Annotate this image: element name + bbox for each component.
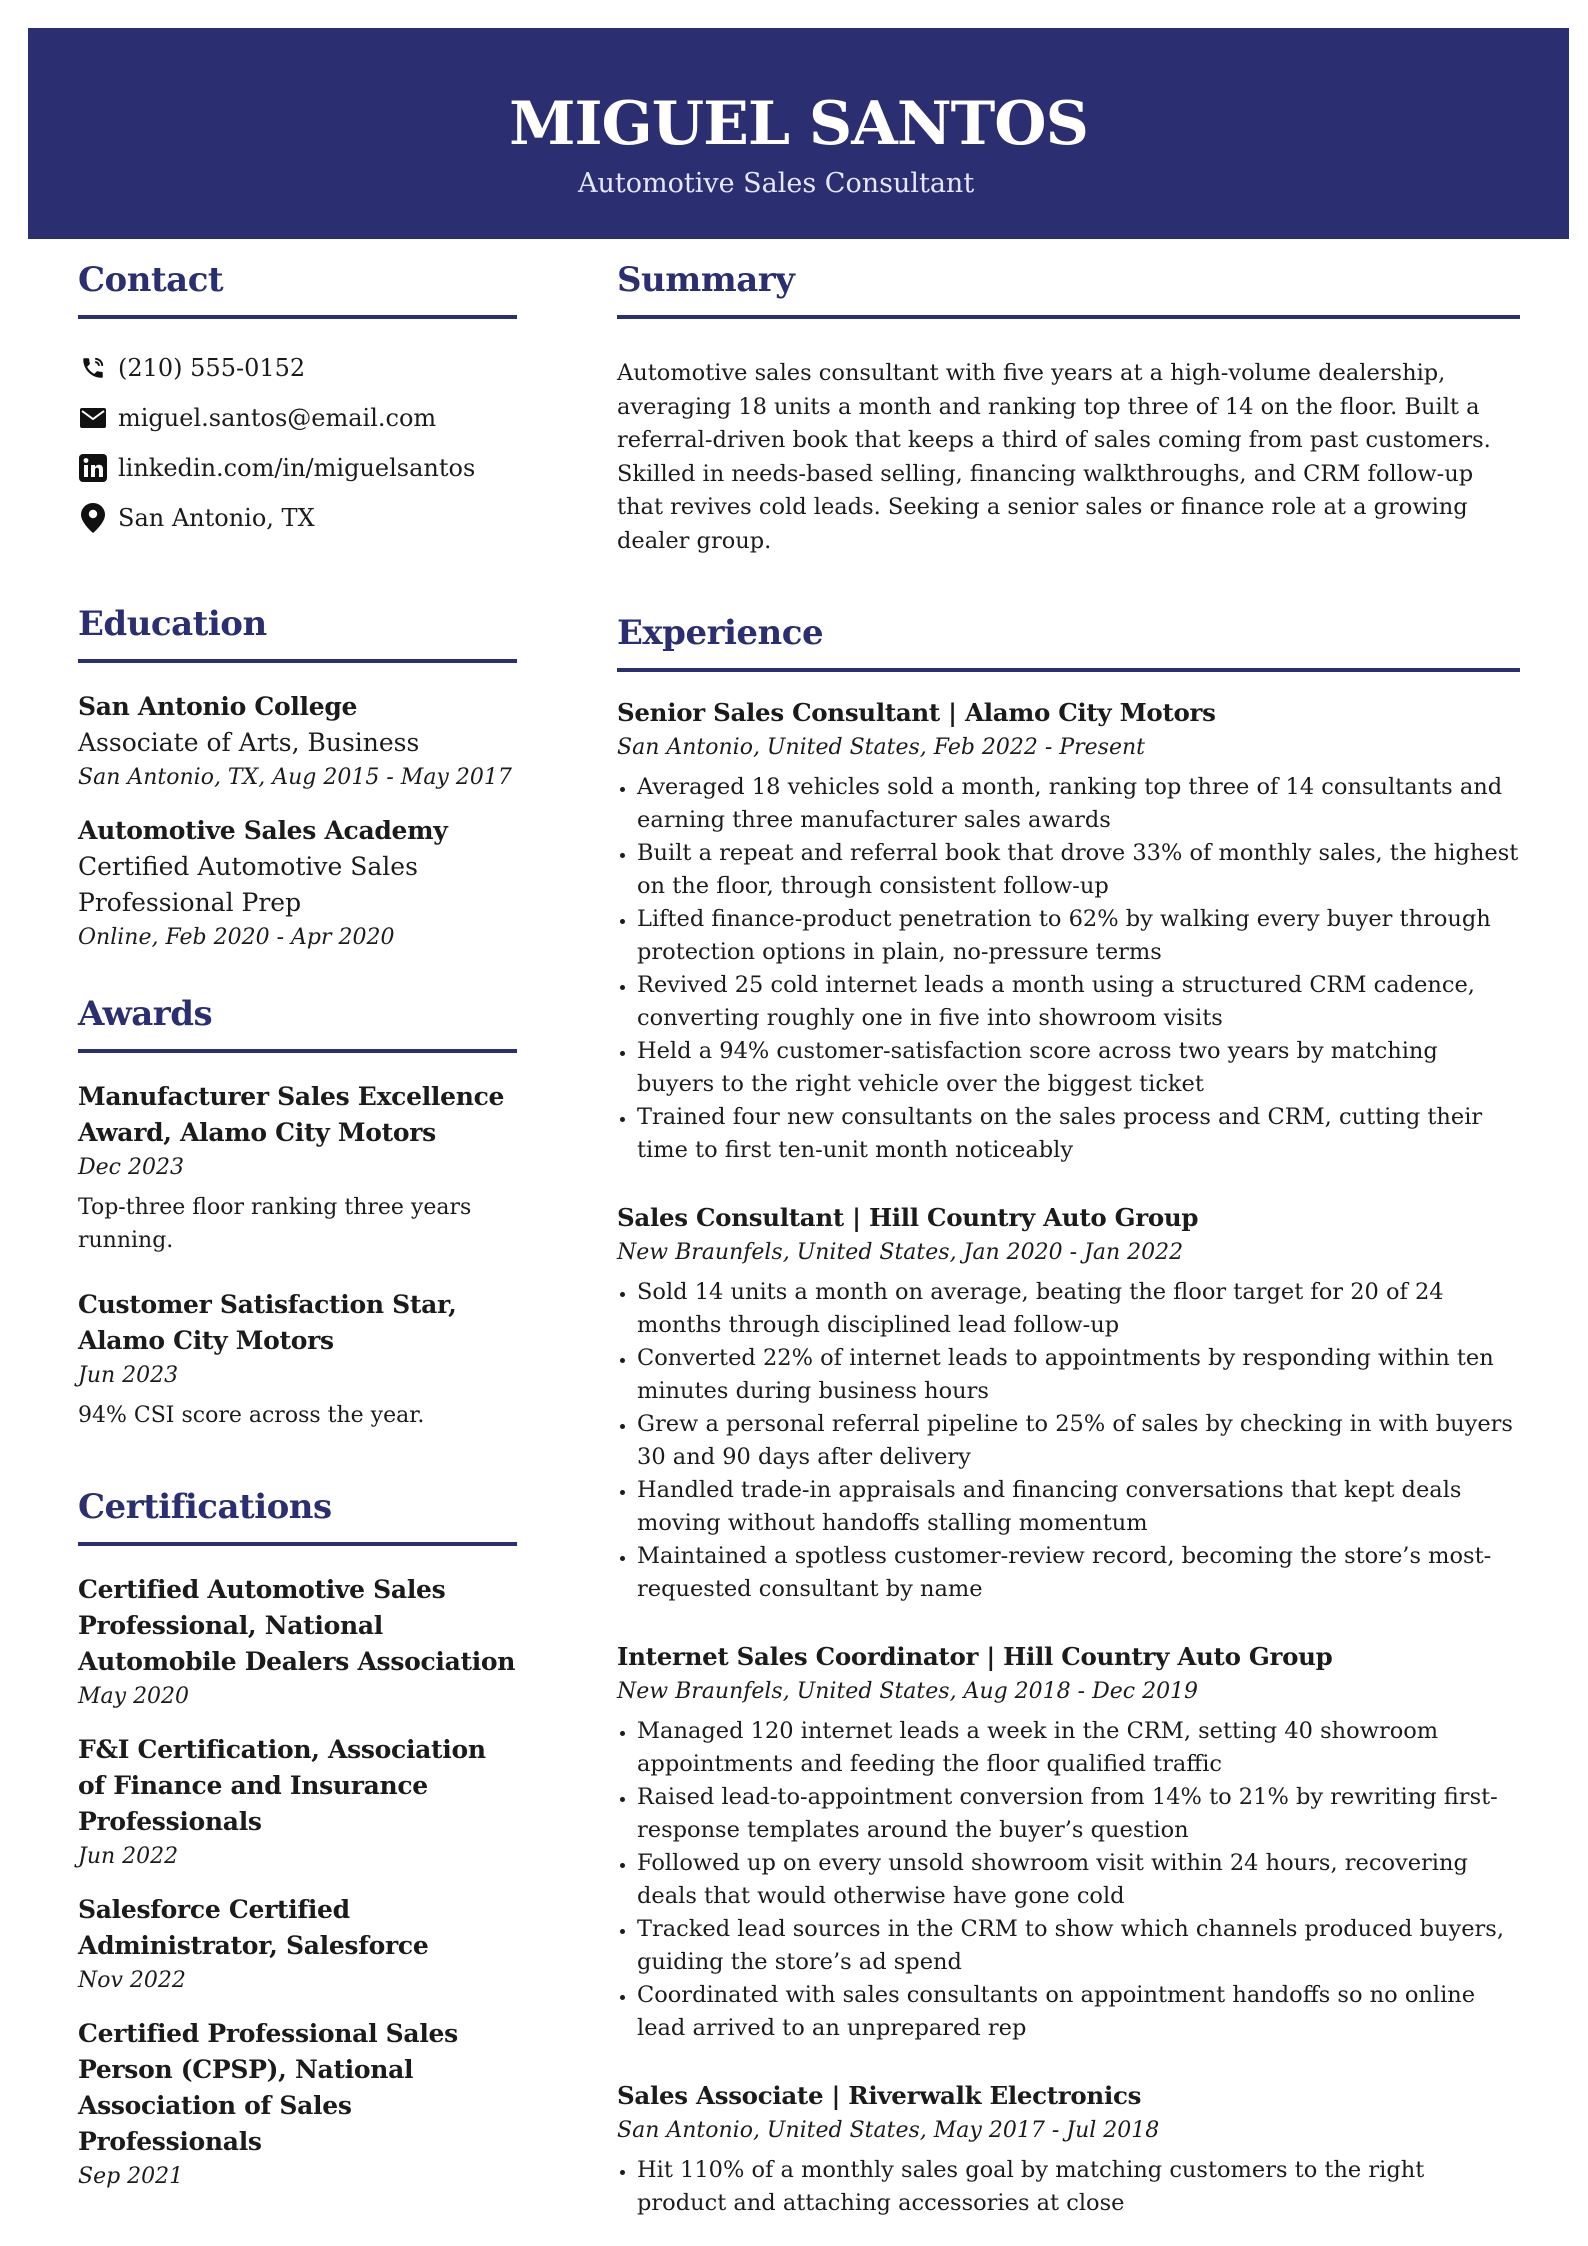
education-entry [78,813,517,955]
certifications-heading: Certifications [78,1487,332,1527]
list-item: • Hit 110% of a monthly sales goal by matching customers to the right product and attaching accessories at close [637,2154,1520,2220]
contact-section [78,260,517,543]
resume-header [28,28,1569,239]
map-pin-icon [78,503,108,533]
certification-entry [78,1892,517,1998]
list-item: • Revived 25 cold internet leads a month using a structured CRM cadence, converting roughly one in five into showroom visits [637,969,1520,1035]
list-item: • Lifted finance-product penetration to 62% by walking every buyer through protection options in plain, no-pressure terms [637,903,1520,969]
contact-email [78,393,517,443]
certification-date: Nov 2022 [78,1968,186,1993]
contact-location [78,493,517,543]
list-item: • Handled trade-in appraisals and financing conversations that kept deals moving without handoffs stalling momentum [637,1474,1520,1540]
experience-section [617,613,1520,2220]
certification-entry [78,2016,517,2194]
job-bullets [617,1276,1520,1606]
contact-heading: Contact [78,260,224,300]
linkedin-icon [78,453,108,483]
education-meta: Online, Feb 2020 - Apr 2020 [78,925,395,950]
certification-date: May 2020 [78,1684,190,1709]
summary-section [617,260,1520,558]
awards-heading: Awards [78,994,213,1034]
job-title-company: Sales Associate | Riverwalk Electronics [617,2081,1142,2110]
section-divider [78,1049,517,1053]
location-text: San Antonio, TX [118,504,315,532]
certifications-section [78,1487,517,2194]
section-divider [78,659,517,663]
right-column [617,260,1520,2220]
list-item: • Averaged 18 vehicles sold a month, ranking top three of 14 consultants and earning three manufacturer sales awards [637,771,1520,837]
award-entry [78,1079,517,1257]
list-item: • Converted 22% of internet leads to appointments by responding within ten minutes during business hours [637,1342,1520,1408]
linkedin-text: linkedin.com/in/miguelsantos [118,454,476,482]
awards-section [78,994,517,1432]
certification-entry [78,1732,517,1874]
certification-title: Certified Automotive Sales Professional, National Automobile Dealers Association [78,1575,516,1676]
certification-title: Certified Professional Sales Person (CPSP), National Association of Sales Professionals [78,2019,458,2156]
education-entry [78,689,517,795]
list-item: • Sold 14 units a month on average, beating the floor target for 20 of 24 months through disciplined lead follow-up [637,1276,1520,1342]
contact-linkedin [78,443,517,493]
job-meta: New Braunfels, United States, Jan 2020 - Jan 2022 [617,1240,1184,1265]
list-item: • Maintained a spotless customer-review record, becoming the store’s most-requested consultant by name [637,1540,1520,1606]
award-title: Manufacturer Sales Excellence Award, Alamo City Motors [78,1082,505,1147]
summary-heading: Summary [617,260,795,300]
job-bullets [617,2154,1520,2220]
list-item: • Coordinated with sales consultants on appointment handoffs so no online lead arrived to an unprepared rep [637,1979,1520,2045]
job-meta: San Antonio, United States, Feb 2022 - Present [617,735,1145,760]
section-divider [617,668,1520,672]
candidate-name: MIGUEL SANTOS [509,89,1088,159]
phone-text: (210) 555-0152 [118,354,306,382]
certification-date: Jun 2022 [78,1844,179,1869]
summary-text: Automotive sales consultant with five years at a high-volume dealership, averaging 18 units a month and ranking top three of 14 on the floor. Built a referral-driven book that keeps a third of sales coming from past customers. Skilled in needs-based selling, financing walkthroughs, and CRM follow-up that revives cold leads. Seeking a senior sales or finance role at a growing dealer group. [617,360,1491,554]
award-description: 94% CSI score across the year. [78,1403,425,1428]
degree: Certified Automotive Sales Professional Prep [78,852,418,917]
school-name: Automotive Sales Academy [78,816,448,845]
list-item: • Raised lead-to-appointment conversion from 14% to 21% by rewriting first-response templates around the buyer’s question [637,1781,1520,1847]
section-divider [78,315,517,319]
job-bullets [617,771,1520,1167]
list-item: • Followed up on every unsold showroom visit within 24 hours, recovering deals that would otherwise have gone cold [637,1847,1520,1913]
list-item: • Tracked lead sources in the CRM to show which channels produced buyers, guiding the store’s ad spend [637,1913,1520,1979]
award-description: Top-three floor ranking three years running. [78,1195,472,1253]
job-entry [617,696,1520,1167]
list-item: • Built a repeat and referral book that drove 33% of monthly sales, the highest on the floor, through consistent follow-up [637,837,1520,903]
experience-heading: Experience [617,613,824,653]
job-title-company: Internet Sales Coordinator | Hill Country Auto Group [617,1642,1333,1671]
award-title: Customer Satisfaction Star, Alamo City Motors [78,1290,457,1355]
education-meta: San Antonio, TX, Aug 2015 - May 2017 [78,765,512,790]
candidate-title: Automotive Sales Consultant [578,168,975,199]
degree: Associate of Arts, Business [78,728,420,757]
section-divider [78,1542,517,1546]
certification-title: Salesforce Certified Administrator, Salesforce [78,1895,429,1960]
phone-icon [78,353,108,383]
job-bullets [617,1715,1520,2045]
job-meta: New Braunfels, United States, Aug 2018 - Dec 2019 [617,1679,1199,1704]
certification-title: F&I Certification, Association of Finance and Insurance Professionals [78,1735,486,1836]
education-section [78,604,517,955]
job-title-company: Sales Consultant | Hill Country Auto Group [617,1203,1199,1232]
job-title-company: Senior Sales Consultant | Alamo City Motors [617,698,1216,727]
envelope-icon [78,403,108,433]
job-entry [617,1640,1520,2045]
certification-date: Sep 2021 [78,2164,184,2189]
left-column [78,260,517,2194]
job-entry [617,2079,1520,2220]
email-text: miguel.santos@email.com [118,404,437,432]
education-heading: Education [78,604,267,644]
list-item: • Managed 120 internet leads a week in the CRM, setting 40 showroom appointments and feeding the floor qualified traffic [637,1715,1520,1781]
school-name: San Antonio College [78,692,358,721]
award-date: Jun 2023 [78,1363,179,1388]
contact-phone [78,343,517,393]
award-date: Dec 2023 [78,1155,184,1180]
list-item: • Held a 94% customer-satisfaction score across two years by matching buyers to the right vehicle over the biggest ticket [637,1035,1520,1101]
certification-entry [78,1572,517,1714]
job-entry [617,1201,1520,1606]
section-divider [617,315,1520,319]
list-item: • Grew a personal referral pipeline to 25% of sales by checking in with buyers 30 and 90 days after delivery [637,1408,1520,1474]
job-meta: San Antonio, United States, May 2017 - Jul 2018 [617,2118,1160,2143]
list-item: • Trained four new consultants on the sales process and CRM, cutting their time to first ten-unit month noticeably [637,1101,1520,1167]
award-entry [78,1287,517,1432]
